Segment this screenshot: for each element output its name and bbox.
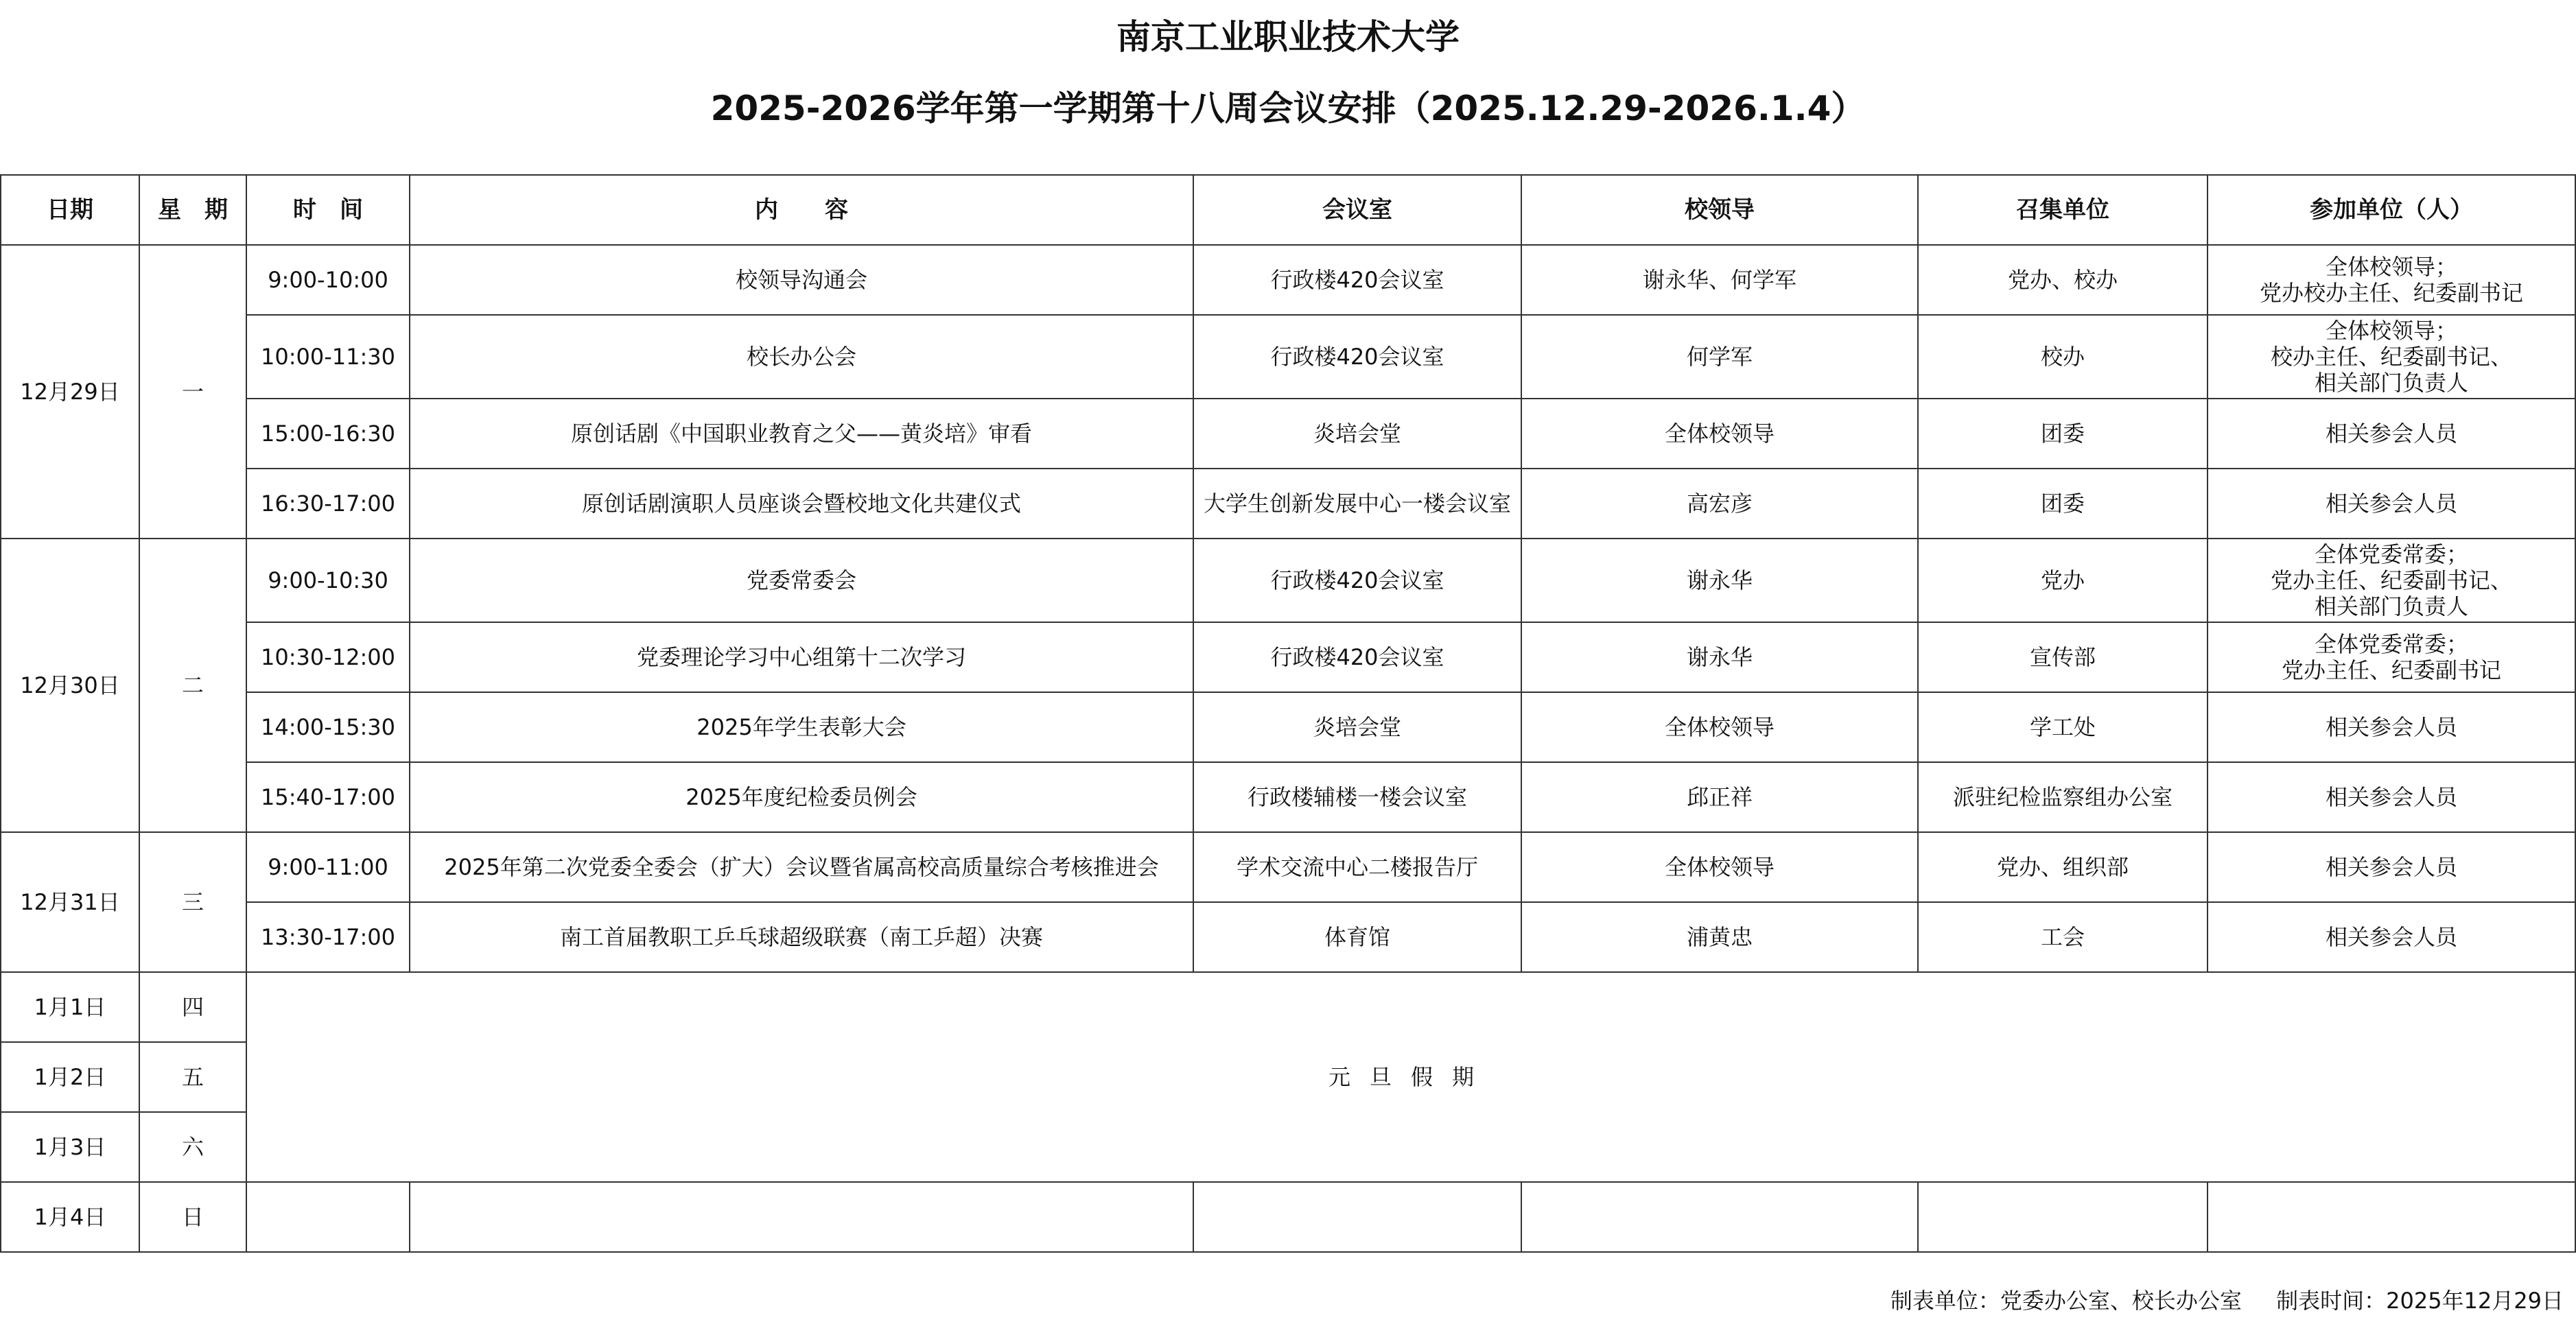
content-cell: 原创话剧演职人员座谈会暨校地文化共建仪式 <box>410 469 1193 539</box>
content-cell: 2025年第二次党委全委会（扩大）会议暨省属高校高质量综合考核推进会 <box>410 832 1193 902</box>
header-time: 时 间 <box>246 175 410 245</box>
content-cell: 2025年度纪检委员例会 <box>410 762 1193 832</box>
convener-cell: 团委 <box>1918 399 2208 469</box>
convener-cell: 党办、校办 <box>1918 245 2208 315</box>
leader-cell: 谢永华、何学军 <box>1521 245 1918 315</box>
convener-cell: 党办 <box>1918 539 2208 622</box>
table-row <box>1 692 2575 762</box>
table-row <box>1 972 2575 1042</box>
room-cell: 行政楼420会议室 <box>1193 539 1521 622</box>
date-cell: 12月29日 <box>1 245 139 539</box>
participants-cell: 相关参会人员 <box>2208 692 2575 762</box>
participants-line: 相关部门负责人 <box>2314 593 2468 619</box>
participants-cell: 相关参会人员 <box>2208 399 2575 469</box>
content-cell: 南工首届教职工乒乓球超级联赛（南工乒超）决赛 <box>410 902 1193 972</box>
time-cell: 9:00-10:30 <box>246 539 410 622</box>
participants-cell <box>2208 539 2575 622</box>
empty-cell <box>1918 1182 2208 1252</box>
room-cell: 大学生创新发展中心一楼会议室 <box>1193 469 1521 539</box>
empty-cell <box>246 1182 410 1252</box>
weekday-cell: 四 <box>139 972 246 1042</box>
date-cell: 1月1日 <box>1 972 139 1042</box>
date-cell: 12月30日 <box>1 539 139 832</box>
table-row <box>1 399 2575 469</box>
participants-line: 全体党委常委； <box>2314 541 2468 567</box>
participants-line: 党办校办主任、纪委副书记 <box>2259 280 2523 306</box>
room-cell: 学术交流中心二楼报告厅 <box>1193 832 1521 902</box>
time-cell: 9:00-11:00 <box>246 832 410 902</box>
table-row <box>1 832 2575 902</box>
participants-line: 党办主任、纪委副书记、 <box>2270 567 2512 593</box>
table-row <box>1 622 2575 692</box>
empty-cell <box>1193 1182 1521 1252</box>
table-row <box>1 762 2575 832</box>
leader-cell: 谢永华 <box>1521 622 1918 692</box>
participants-line: 党办主任、纪委副书记 <box>2281 657 2501 683</box>
room-cell: 体育馆 <box>1193 902 1521 972</box>
footer <box>1863 1284 2564 1317</box>
weekday-cell: 日 <box>139 1182 246 1252</box>
header-content: 内 容 <box>410 175 1193 245</box>
header-convener: 召集单位 <box>1918 175 2208 245</box>
participants-line: 全体党委常委； <box>2314 631 2468 657</box>
leader-cell: 全体校领导 <box>1521 832 1918 902</box>
empty-cell <box>410 1182 1193 1252</box>
time-cell: 9:00-10:00 <box>246 245 410 315</box>
footer-time: 制表时间：2025年12月29日 <box>2276 1288 2564 1314</box>
content-cell: 原创话剧《中国职业教育之父——黄炎培》审看 <box>410 399 1193 469</box>
holiday-cell: 元旦假期 <box>246 972 2575 1182</box>
table-row <box>1 469 2575 539</box>
header-participants: 参加单位（人） <box>2208 175 2575 245</box>
time-cell: 13:30-17:00 <box>246 902 410 972</box>
room-cell: 行政楼420会议室 <box>1193 622 1521 692</box>
content-cell: 校长办公会 <box>410 315 1193 399</box>
room-cell: 行政楼420会议室 <box>1193 245 1521 315</box>
room-cell: 行政楼辅楼一楼会议室 <box>1193 762 1521 832</box>
participants-cell <box>2208 315 2575 399</box>
convener-cell: 党办、组织部 <box>1918 832 2208 902</box>
room-cell: 行政楼420会议室 <box>1193 315 1521 399</box>
leader-cell: 全体校领导 <box>1521 399 1918 469</box>
time-cell: 10:30-12:00 <box>246 622 410 692</box>
footer-maker: 制表单位：党委办公室、校长办公室 <box>1890 1288 2242 1314</box>
leader-cell: 谢永华 <box>1521 539 1918 622</box>
convener-cell: 校办 <box>1918 315 2208 399</box>
empty-cell <box>2208 1182 2575 1252</box>
date-cell: 1月3日 <box>1 1112 139 1182</box>
participants-line: 全体校领导； <box>2325 318 2457 344</box>
content-cell: 校领导沟通会 <box>410 245 1193 315</box>
time-cell: 15:00-16:30 <box>246 399 410 469</box>
content-cell: 2025年学生表彰大会 <box>410 692 1193 762</box>
participants-line: 相关部门负责人 <box>2314 370 2468 396</box>
content-cell: 党委常委会 <box>410 539 1193 622</box>
table-row <box>1 315 2575 399</box>
room-cell: 炎培会堂 <box>1193 692 1521 762</box>
header-room: 会议室 <box>1193 175 1521 245</box>
date-cell: 12月31日 <box>1 832 139 972</box>
content-cell: 党委理论学习中心组第十二次学习 <box>410 622 1193 692</box>
leader-cell: 邱正祥 <box>1521 762 1918 832</box>
empty-cell <box>1521 1182 1918 1252</box>
time-cell: 10:00-11:30 <box>246 315 410 399</box>
page-subtitle: 2025-2026学年第一学期第十八周会议安排（2025.12.29-2026.1.4） <box>710 88 1866 128</box>
meeting-schedule-table <box>0 174 2576 1253</box>
convener-cell: 团委 <box>1918 469 2208 539</box>
table-row <box>1 539 2575 622</box>
table-row <box>1 1182 2575 1252</box>
weekday-cell: 五 <box>139 1042 246 1112</box>
participants-cell: 相关参会人员 <box>2208 832 2575 902</box>
table-row <box>1 902 2575 972</box>
participants-cell: 相关参会人员 <box>2208 469 2575 539</box>
leader-cell: 何学军 <box>1521 315 1918 399</box>
date-cell: 1月2日 <box>1 1042 139 1112</box>
convener-cell: 学工处 <box>1918 692 2208 762</box>
participants-line: 全体校领导； <box>2325 254 2457 280</box>
page-title: 南京工业职业技术大学 <box>1116 17 1460 57</box>
time-cell: 14:00-15:30 <box>246 692 410 762</box>
convener-cell: 派驻纪检监察组办公室 <box>1918 762 2208 832</box>
room-cell: 炎培会堂 <box>1193 399 1521 469</box>
participants-cell <box>2208 245 2575 315</box>
weekday-cell: 三 <box>139 832 246 972</box>
participants-line: 校办主任、纪委副书记、 <box>2270 344 2512 370</box>
header-date: 日期 <box>1 175 139 245</box>
weekday-cell: 六 <box>139 1112 246 1182</box>
weekday-cell: 二 <box>139 539 246 832</box>
participants-cell: 相关参会人员 <box>2208 902 2575 972</box>
table-row <box>1 245 2575 315</box>
leader-cell: 高宏彦 <box>1521 469 1918 539</box>
time-cell: 16:30-17:00 <box>246 469 410 539</box>
leader-cell: 全体校领导 <box>1521 692 1918 762</box>
participants-cell: 相关参会人员 <box>2208 762 2575 832</box>
convener-cell: 工会 <box>1918 902 2208 972</box>
time-cell: 15:40-17:00 <box>246 762 410 832</box>
header-leader: 校领导 <box>1521 175 1918 245</box>
header-weekday: 星 期 <box>139 175 246 245</box>
date-cell: 1月4日 <box>1 1182 139 1252</box>
leader-cell: 浦黄忠 <box>1521 902 1918 972</box>
weekday-cell: 一 <box>139 245 246 539</box>
convener-cell: 宣传部 <box>1918 622 2208 692</box>
table-header-row <box>1 175 2575 245</box>
participants-cell <box>2208 622 2575 692</box>
